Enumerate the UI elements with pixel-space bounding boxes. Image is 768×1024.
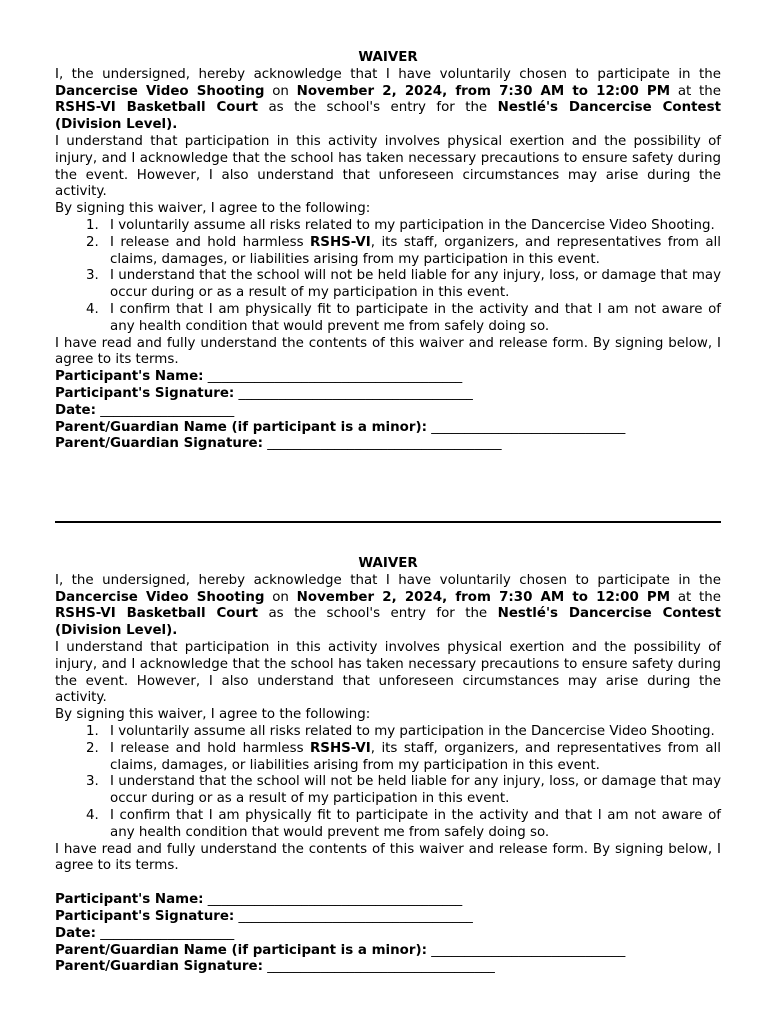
understanding-paragraph: I understand that participation in this activity involves physical exertion and the possibility of injury, and I acknowledge that the school has taken necessary precautions to ensure safety during the event. However, I also understand that unforeseen circumstances may arise during the activity. <box>55 133 721 200</box>
field-label: Parent/Guardian Signature: <box>55 959 263 975</box>
list-item-text: I voluntarily assume all risks related to my participation in the Dancercise Video Shooting. <box>110 217 715 233</box>
closing-paragraph: I have read and fully understand the contents of this waiver and release form. By signing below, I agree to its terms. <box>55 841 721 874</box>
understanding-paragraph: I understand that participation in this activity involves physical exertion and the possibility of injury, and I acknowledge that the school has taken necessary precautions to ensure safety during the event. However, I also understand that unforeseen circumstances may arise during the activity. <box>55 639 721 706</box>
event-date-time: November 2, 2024, from 7:30 AM to 12:00 PM <box>296 589 671 605</box>
event-venue: RSHS-VI Basketball Court <box>55 606 259 622</box>
field-label: Date: <box>55 402 96 418</box>
guardian-signature-field[interactable] <box>55 959 721 976</box>
participant-signature-field[interactable] <box>55 386 721 403</box>
field-label: Parent/Guardian Signature: <box>55 436 263 452</box>
field-label: Participant's Name: <box>55 369 204 385</box>
list-item-text: I confirm that I am physically fit to participate in the activity and that I am not aware of any health condition that would prevent me from safely doing so. <box>110 301 721 334</box>
agree-intro: By signing this waiver, I agree to the following: <box>55 707 371 723</box>
participant-signature-field[interactable] <box>55 909 721 926</box>
contest-name: Nestlé's Dancercise Contest (Division Level). <box>55 100 721 133</box>
blank-line[interactable]: ____________________ <box>96 925 235 941</box>
event-venue: RSHS-VI Basketball Court <box>55 100 259 116</box>
blank-line[interactable]: ______________________________________ <box>203 892 463 908</box>
list-item <box>55 302 721 336</box>
field-label: Participant's Signature: <box>55 908 235 924</box>
school-name: RSHS-VI <box>310 740 371 756</box>
intro-text: at the <box>670 589 722 605</box>
blank-line[interactable]: ____________________ <box>96 402 235 418</box>
list-item-text: I understand that the school will not be held liable for any injury, loss, or damage that may occur during or as a result of my participation in this event. <box>110 268 721 301</box>
list-number: 1. <box>86 217 99 233</box>
list-item-text: , its staff, organizers, and representatives from all claims, damages, or liabilities arising from my participation in this event. <box>110 740 721 773</box>
list-item <box>55 808 721 842</box>
list-item <box>55 268 721 302</box>
field-label: Parent/Guardian Name (if participant is a minor): <box>55 942 427 958</box>
guardian-name-field[interactable] <box>55 420 721 437</box>
waiver-title: WAIVER <box>358 556 418 571</box>
event-date-time: November 2, 2024, from 7:30 AM to 12:00 PM <box>296 83 671 99</box>
blank-line[interactable]: _____________________________ <box>426 419 626 435</box>
participant-name-field[interactable] <box>55 892 721 909</box>
waiver-form-2 <box>55 556 721 976</box>
closing-paragraph: I have read and fully understand the contents of this waiver and release form. By signing below, I agree to its terms. <box>55 335 721 368</box>
guardian-signature-field[interactable] <box>55 436 721 453</box>
list-number: 2. <box>86 234 99 250</box>
blank-line[interactable]: __________________________________ <box>262 959 495 975</box>
date-field[interactable] <box>55 926 721 943</box>
intro-text: I, the undersigned, hereby acknowledge that I have voluntarily chosen to participate in the <box>55 66 721 82</box>
cut-line-divider <box>55 521 721 523</box>
field-label: Participant's Name: <box>55 892 204 908</box>
list-item-text: I release and hold harmless <box>110 740 310 756</box>
list-number: 4. <box>86 807 99 823</box>
agree-intro: By signing this waiver, I agree to the following: <box>55 201 371 217</box>
school-name: RSHS-VI <box>310 234 371 250</box>
intro-paragraph <box>55 573 721 640</box>
list-item-text: I voluntarily assume all risks related to my participation in the Dancercise Video Shooting. <box>110 723 715 739</box>
list-item <box>55 218 721 235</box>
list-item <box>55 774 721 808</box>
field-label: Date: <box>55 925 96 941</box>
list-item <box>55 235 721 269</box>
intro-text: on <box>264 589 297 605</box>
waiver-form-1 <box>55 50 721 453</box>
date-field[interactable] <box>55 403 721 420</box>
guardian-name-field[interactable] <box>55 943 721 960</box>
intro-text: at the <box>670 83 722 99</box>
terms-list <box>55 218 721 336</box>
list-item-text: I confirm that I am physically fit to participate in the activity and that I am not aware of any health condition that would prevent me from safely doing so. <box>110 807 721 840</box>
blank-line[interactable]: ___________________________________ <box>234 385 473 401</box>
event-name: Dancercise Video Shooting <box>55 83 265 99</box>
list-item-text: I understand that the school will not be held liable for any injury, loss, or damage that may occur during or as a result of my participation in this event. <box>110 774 721 807</box>
waiver-title: WAIVER <box>358 50 418 65</box>
blank-line[interactable]: _____________________________ <box>426 942 626 958</box>
list-item <box>55 724 721 741</box>
blank-line[interactable]: ___________________________________ <box>234 908 473 924</box>
field-label: Participant's Signature: <box>55 385 235 401</box>
intro-text: on <box>264 83 297 99</box>
contest-name: Nestlé's Dancercise Contest (Division Level). <box>55 606 721 639</box>
list-number: 3. <box>86 774 99 790</box>
terms-list <box>55 724 721 842</box>
list-number: 4. <box>86 301 99 317</box>
list-item-text: I release and hold harmless <box>110 234 310 250</box>
blank-line[interactable]: ______________________________________ <box>203 369 463 385</box>
list-item-text: , its staff, organizers, and representatives from all claims, damages, or liabilities arising from my participation in this event. <box>110 234 721 267</box>
participant-name-field[interactable] <box>55 369 721 386</box>
list-number: 3. <box>86 268 99 284</box>
event-name: Dancercise Video Shooting <box>55 589 265 605</box>
list-number: 2. <box>86 740 99 756</box>
spacer <box>55 875 721 892</box>
intro-text: I, the undersigned, hereby acknowledge that I have voluntarily chosen to participate in the <box>55 572 721 588</box>
intro-paragraph <box>55 67 721 134</box>
list-number: 1. <box>86 723 99 739</box>
list-item <box>55 741 721 775</box>
field-label: Parent/Guardian Name (if participant is a minor): <box>55 419 427 435</box>
intro-text: as the school's entry for the <box>258 100 498 116</box>
intro-text: as the school's entry for the <box>258 606 498 622</box>
blank-line[interactable]: ___________________________________ <box>262 436 502 452</box>
